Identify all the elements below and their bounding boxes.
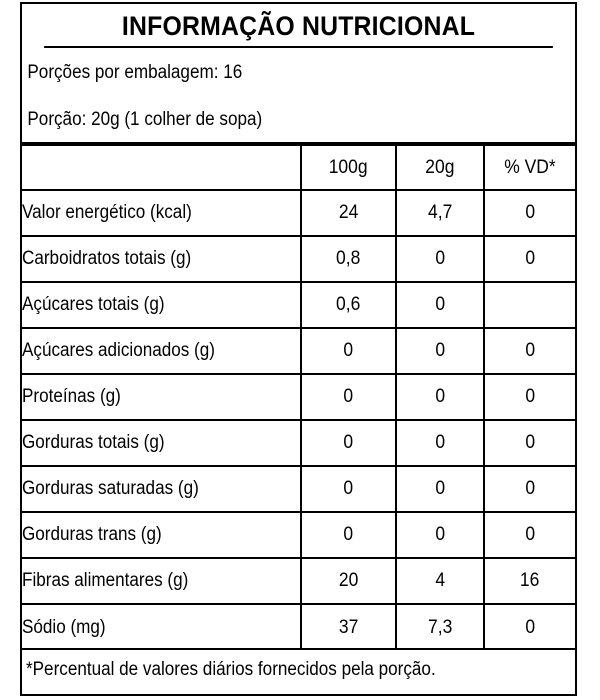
value-per-100g: 0 [301,512,396,558]
value-per-20g: 0 [396,328,484,374]
header-cell-20g: 20g [396,146,484,190]
table-row [22,282,575,328]
value-per-100g: 0,8 [301,236,396,282]
value-per-20g: 0 [396,282,484,328]
header-cell-empty [22,146,301,190]
value-vd: 0 [484,374,575,420]
value-per-20g: 0 [396,236,484,282]
serving-size: Porção: 20g (1 colher de sopa) [27,109,263,130]
value-vd: 0 [484,512,575,558]
header-cell-vd: % VD* [504,156,556,178]
value-vd: 0 [484,328,575,374]
value-per-100g: 0 [301,328,396,374]
nutrition-table [22,146,575,650]
value-per-20g: 0 [396,466,484,512]
nutrient-name: Carboidratos totais (g) [22,236,301,282]
value-per-100g: 0,6 [301,282,396,328]
nutrient-name: Gorduras saturadas (g) [22,466,301,512]
table-row [22,328,575,374]
header-cell-100g: 100g [301,146,396,190]
table-header-row [22,146,575,190]
value-per-20g: 0 [396,420,484,466]
value-per-100g: 0 [301,374,396,420]
value-per-100g: 0 [301,420,396,466]
nutrient-name: Gorduras totais (g) [22,420,301,466]
nutrient-name: Açúcares totais (g) [22,282,301,328]
nutrient-name: Valor energético (kcal) [22,190,301,236]
table-row [22,558,575,604]
nutrient-name: Fibras alimentares (g) [22,558,301,604]
value-vd [484,282,575,328]
value-vd: 0 [484,420,575,466]
table-row [22,190,575,236]
value-per-100g: 24 [301,190,396,236]
nutrient-name: Açúcares adicionados (g) [22,328,301,374]
value-vd: 0 [484,604,575,650]
nutrient-name: Gorduras trans (g) [22,512,301,558]
servings-per-package: Porções por embalagem: 16 [27,62,243,83]
table-row [22,420,575,466]
table-row [22,512,575,558]
value-per-20g: 0 [396,374,484,420]
value-per-20g: 0 [396,512,484,558]
value-per-20g: 7,3 [396,604,484,650]
nutrient-name: Proteínas (g) [22,374,301,420]
table-row [22,604,575,650]
value-per-100g: 20 [301,558,396,604]
value-vd: 0 [484,236,575,282]
value-per-100g: 0 [301,466,396,512]
value-vd: 16 [484,558,575,604]
value-vd: 0 [484,466,575,512]
value-per-100g: 37 [301,604,396,650]
value-vd: 0 [484,190,575,236]
footnote: *Percentual de valores diários fornecidos pela porção. [22,648,575,694]
table-row [22,236,575,282]
table-row [22,374,575,420]
label-title: INFORMAÇÃO NUTRICIONAL [44,4,553,48]
table-row [22,466,575,512]
nutrition-facts-label [20,2,577,696]
value-per-20g: 4 [396,558,484,604]
nutrient-name: Sódio (mg) [22,604,301,650]
value-per-20g: 4,7 [396,190,484,236]
